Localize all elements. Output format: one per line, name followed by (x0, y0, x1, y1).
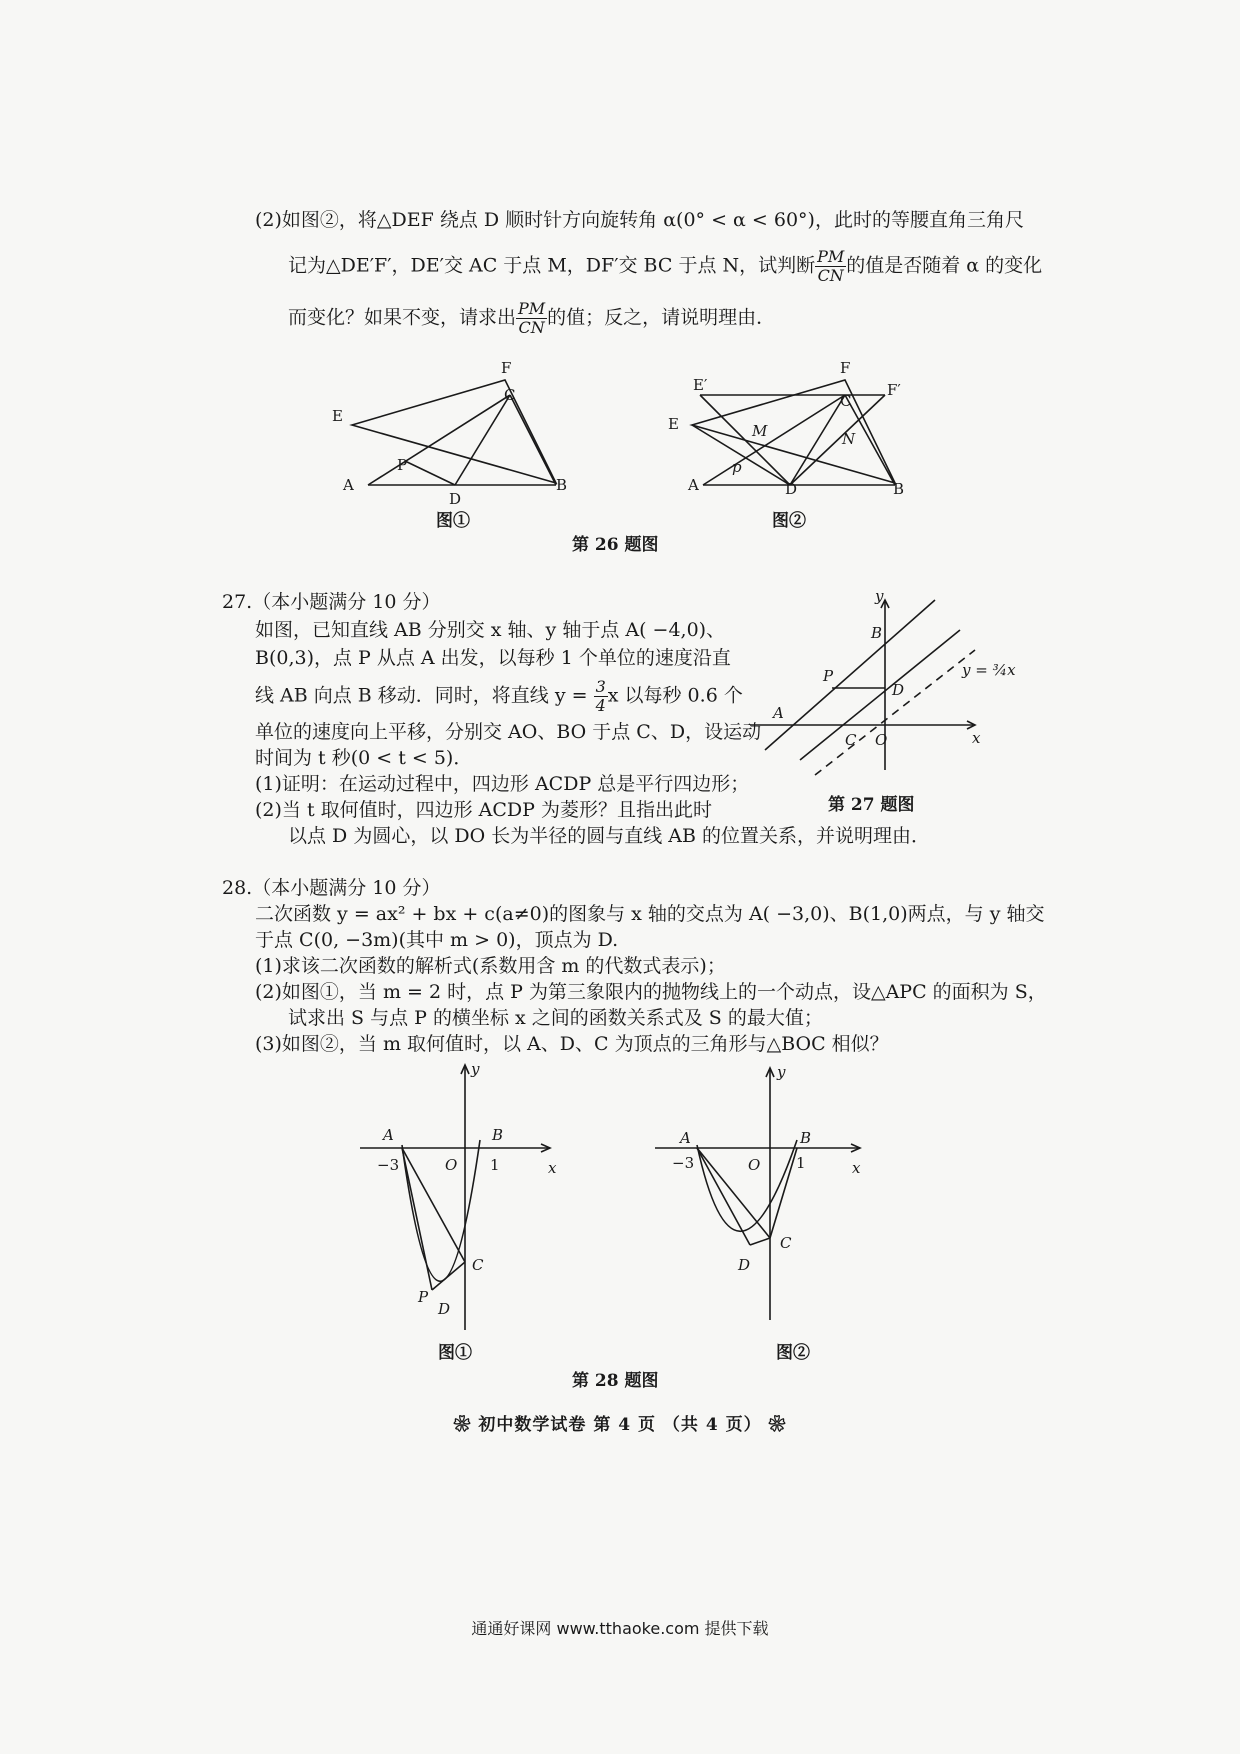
q28-line1: 二次函数 y = ax² + bx + c(a≠0)的图象与 x 轴的交点为 A( −3,0)、B(1,0)两点，与 y 轴交 (255, 903, 1045, 925)
label-y: y (875, 587, 884, 605)
fraction-denominator: CN (817, 266, 844, 285)
q27-title: 27.（本小题满分 10 分） (222, 591, 441, 613)
label-line-equation: y = ¾x (962, 661, 1016, 679)
label-b-1: B (492, 1126, 504, 1144)
point-e-prime: E′ (693, 376, 708, 394)
page-footer: ❀ 初中数学试卷 第 4 页 （共 4 页） ❀ (453, 1415, 787, 1435)
segment-pc-1 (432, 1262, 465, 1290)
q27-part2b: 以点 D 为圆心，以 DO 长为半径的圆与直线 AB 的位置关系，并说明理由． (288, 825, 930, 847)
label-x-1: x (548, 1159, 557, 1177)
parabola-2 (697, 1140, 797, 1231)
fraction-denominator: CN (518, 318, 545, 337)
source-note: 通通好课网 www.tthaoke.com 提供下载 (471, 1619, 769, 1638)
point-f: F (501, 359, 512, 377)
point-p: P (397, 456, 408, 474)
label-a: A (773, 704, 784, 722)
q26-line3-a: 而变化？如果不变，请求出 (288, 306, 517, 329)
q27-line3-b: x 以每秒 0.6 个 (607, 684, 743, 707)
q28-fig2-label: 图② (776, 1343, 810, 1363)
fraction-numerator: PM (817, 247, 845, 266)
label-a-1: A (383, 1126, 394, 1144)
q26-fig2-label: 图② (772, 511, 806, 531)
q27-part1: (1)证明：在运动过程中，四边形 ACDP 总是平行四边形； (255, 773, 750, 795)
label-d: D (892, 681, 905, 699)
q28-part2b: 试求出 S 与点 P 的横坐标 x 之间的函数关系式及 S 的最大值； (288, 1007, 823, 1029)
q28-line2: 于点 C(0, −3m)(其中 m > 0)，顶点为 D. (255, 929, 619, 951)
segment-ad-2 (697, 1148, 750, 1245)
q26-fig1-label: 图① (436, 511, 470, 531)
q28-title: 28.（本小题满分 10 分） (222, 877, 441, 899)
point-n: N (842, 430, 856, 448)
label-c-2: C (780, 1234, 792, 1252)
point-e: E (332, 407, 343, 425)
q26-line2-b: 的值是否随着 α 的变化 (846, 254, 1043, 277)
q26-line3-b: 的值；反之，请说明理由． (547, 306, 776, 329)
fraction-denominator: 4 (595, 696, 606, 715)
q26-caption: 第 26 题图 (572, 535, 659, 555)
q27-line2: B(0,3)，点 P 从点 A 出发，以每秒 1 个单位的速度沿直 (255, 647, 731, 669)
q28-part1: (1)求该二次函数的解析式(系数用含 m 的代数式表示)； (255, 955, 726, 977)
q27-part2a: (2)当 t 取何值时，四边形 ACDP 为菱形？且指出此时 (255, 799, 712, 821)
point-f-2: F (840, 359, 851, 377)
fraction-numerator: PM (518, 299, 546, 318)
label-c: C (845, 731, 857, 749)
label-b: B (871, 624, 883, 642)
point-m: M (752, 422, 768, 440)
label-o-2: O (748, 1156, 761, 1174)
q28-caption: 第 28 题图 (572, 1371, 659, 1391)
label-p: P (823, 667, 834, 685)
label-y-1: y (471, 1060, 480, 1078)
label-c-1: C (472, 1256, 484, 1274)
q28-part2a: (2)如图①，当 m = 2 时，点 P 为第三象限内的抛物线上的一个动点，设△APC 的面积为 S， (255, 981, 1047, 1003)
point-a-2: A (688, 476, 699, 494)
point-d: D (449, 490, 462, 508)
label-one-1: 1 (490, 1156, 500, 1174)
label-o-1: O (445, 1156, 458, 1174)
label-y-2: y (777, 1063, 786, 1081)
q28-fig1-label: 图① (438, 1343, 472, 1363)
segment-cb-2 (770, 1148, 797, 1238)
q27-line5: 时间为 t 秒(0 < t < 5)． (255, 747, 473, 769)
parabola-1 (402, 1140, 480, 1281)
point-c: C (504, 386, 516, 404)
label-d-2: D (738, 1256, 751, 1274)
point-a: A (343, 476, 354, 494)
q27-line1: 如图，已知直线 AB 分别交 x 轴、y 轴于点 A( −4,0)、 (255, 619, 726, 641)
point-b-2: B (893, 480, 905, 498)
point-c-2: C (840, 392, 852, 410)
q28-part3: (3)如图②，当 m 取何值时，以 A、D、C 为顶点的三角形与△BOC 相似？ (255, 1033, 889, 1055)
q26-line2-a: 记为△DE′F′，DE′交 AC 于点 M，DF′交 BC 于点 N，试判断 (288, 254, 816, 277)
point-f-prime: F′ (887, 381, 901, 399)
label-neg3-2: −3 (672, 1154, 695, 1172)
label-one-2: 1 (796, 1154, 806, 1172)
q27-line4: 单位的速度向上平移，分别交 AO、BO 于点 C、D，设运动 (255, 721, 762, 743)
point-e-2: E (668, 415, 679, 433)
label-d-1: D (438, 1300, 451, 1318)
label-p-1: P (418, 1288, 429, 1306)
point-d-2: D (785, 480, 798, 498)
q26-part2-line1: (2)如图②，将△DEF 绕点 D 顺时针方向旋转角 α(0° < α < 60°)，此时的等腰直角三角尺 (255, 209, 1024, 231)
label-a-2: A (680, 1129, 691, 1147)
point-p-2: p (732, 458, 742, 476)
point-b: B (556, 476, 568, 494)
q27-caption: 第 27 题图 (828, 795, 915, 815)
label-b-2: B (800, 1129, 812, 1147)
label-x: x (972, 729, 981, 747)
label-x-2: x (852, 1159, 861, 1177)
label-neg3-1: −3 (377, 1156, 400, 1174)
label-o: O (875, 731, 888, 749)
segment-dc-2 (750, 1238, 770, 1245)
q27-line3-a: 线 AB 向点 B 移动．同时，将直线 y = (255, 684, 594, 707)
fraction-numerator: 3 (595, 677, 606, 696)
segment-ap-1 (402, 1148, 432, 1290)
